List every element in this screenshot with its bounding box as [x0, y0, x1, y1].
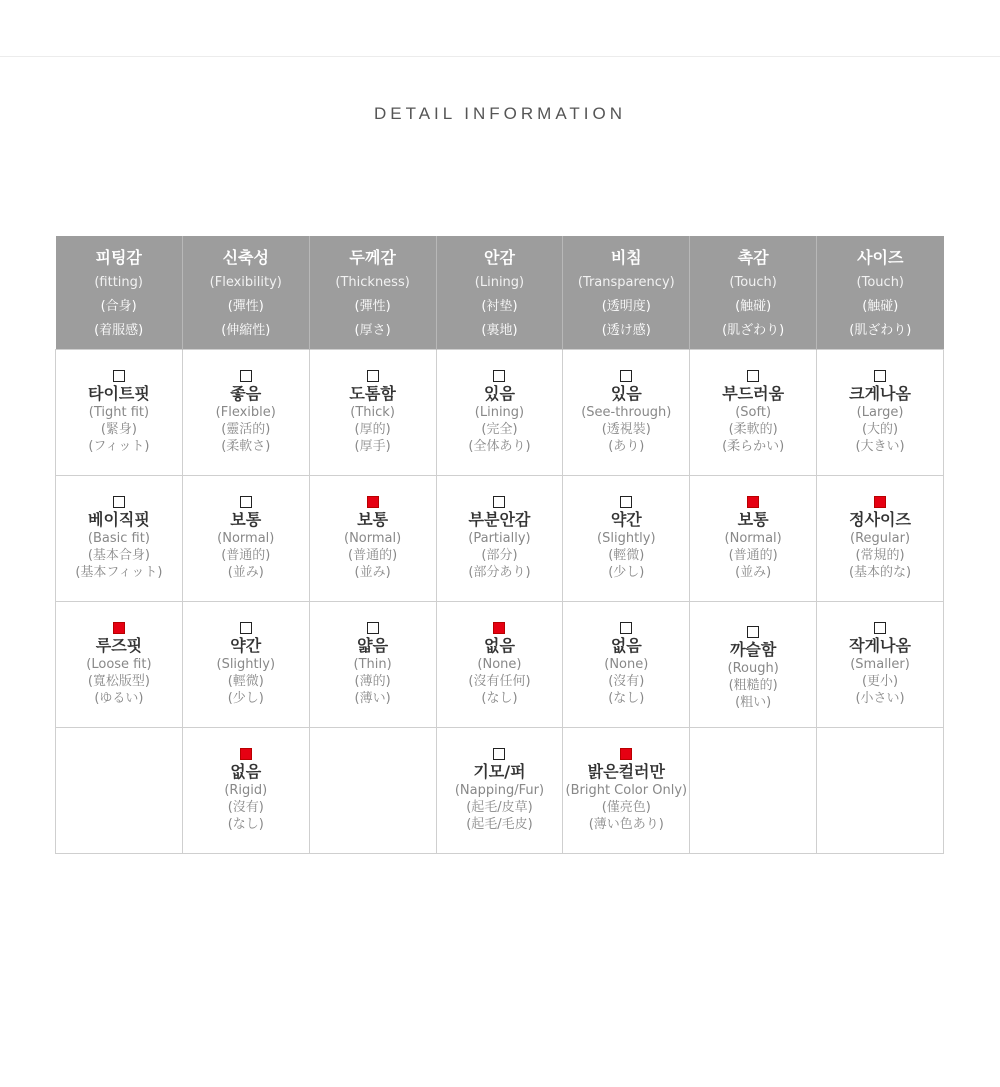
checkbox-checked-icon[interactable] [240, 748, 252, 760]
option-label-zh: (更小) [861, 674, 899, 689]
option-label-zh: (完全) [481, 422, 518, 437]
option-label-en: (Loose fit) [86, 657, 152, 672]
table-row [56, 602, 944, 728]
header-flexibility [182, 236, 309, 350]
option-cell [182, 350, 309, 476]
option-cell [690, 476, 817, 602]
empty-cell [309, 728, 436, 854]
option-cell [563, 350, 690, 476]
header-label-zh: (透明度) [601, 299, 651, 314]
option-label-en: (Normal) [217, 531, 275, 546]
checkbox-icon[interactable] [493, 370, 505, 382]
option-label: 얇음 [357, 636, 389, 655]
checkbox-checked-icon[interactable] [113, 622, 125, 634]
option-label-jp: (部分あり) [468, 565, 531, 580]
option-label-zh: (沒有) [227, 800, 264, 815]
option-label-jp: (あり) [608, 439, 645, 454]
option-label-zh: (粗糙的) [728, 678, 778, 693]
header-label-jp: (裏地) [481, 323, 518, 338]
option-label-jp: (並み) [227, 565, 264, 580]
checkbox-icon[interactable] [620, 370, 632, 382]
option-cell [309, 602, 436, 728]
option-label-en: (Thin) [353, 657, 392, 672]
option-label-en: (None) [477, 657, 522, 672]
option-label-zh: (輕微) [608, 548, 645, 563]
header-label: 촉감 [737, 248, 769, 267]
option-label: 있음 [610, 384, 642, 403]
header-transparency [563, 236, 690, 350]
page-title: DETAIL INFORMATION [373, 104, 627, 123]
empty-cell [56, 728, 183, 854]
option-cell [817, 476, 944, 602]
option-cell [817, 602, 944, 728]
header-label-en: (fitting) [94, 275, 143, 290]
checkbox-icon[interactable] [367, 622, 379, 634]
option-label-zh: (薄的) [354, 674, 391, 689]
option-label-jp: (全体あり) [468, 439, 531, 454]
checkbox-icon[interactable] [747, 626, 759, 638]
header-label-jp: (肌ざわり) [849, 323, 912, 338]
option-label-en: (Normal) [344, 531, 402, 546]
table-row [56, 476, 944, 602]
option-label-jp: (なし) [481, 691, 518, 706]
option-label-en: (Partially) [468, 531, 531, 546]
option-cell [56, 476, 183, 602]
header-label: 사이즈 [857, 248, 904, 267]
header-fitting [56, 236, 183, 350]
option-cell [56, 602, 183, 728]
header-label-zh: (触碰) [862, 299, 899, 314]
option-label-en: (Slightly) [597, 531, 656, 546]
option-label-en: (Normal) [724, 531, 782, 546]
checkbox-checked-icon[interactable] [874, 496, 886, 508]
header-label-en: (Touch) [856, 275, 905, 290]
option-label: 밝은컬러만 [587, 762, 665, 781]
option-label-en: (Bright Color Only) [565, 783, 688, 798]
checkbox-icon[interactable] [747, 370, 759, 382]
option-label: 약간 [230, 636, 262, 655]
option-label-jp: (並み) [735, 565, 772, 580]
option-cell [690, 350, 817, 476]
option-label-en: (Lining) [474, 405, 525, 420]
option-label-jp: (柔軟さ) [221, 439, 271, 454]
option-label: 없음 [483, 636, 515, 655]
header-label-jp: (厚さ) [354, 323, 391, 338]
option-label: 루즈핏 [95, 636, 143, 655]
header-label-en: (Flexibility) [209, 275, 282, 290]
option-label: 작게나옴 [849, 636, 911, 655]
option-label-zh: (柔軟的) [728, 422, 778, 437]
option-cell [182, 602, 309, 728]
option-label-jp: (柔らかい) [722, 439, 785, 454]
header-label-zh: (触碰) [735, 299, 772, 314]
detail-table [55, 236, 944, 854]
table-row [56, 728, 944, 854]
checkbox-icon[interactable] [367, 370, 379, 382]
option-label-zh: (起毛/皮草) [466, 800, 533, 815]
option-cell [563, 476, 690, 602]
option-label-jp: (基本フィット) [75, 565, 163, 580]
option-label-en: (Smaller) [850, 657, 910, 672]
option-label-zh: (僅亮色) [601, 800, 651, 815]
option-label-jp: (厚手) [354, 439, 391, 454]
option-label-jp: (薄い) [354, 691, 391, 706]
empty-cell [690, 728, 817, 854]
option-label-jp: (並み) [354, 565, 391, 580]
option-label-jp: (少し) [608, 565, 645, 580]
header-label-en: (Thickness) [335, 275, 410, 290]
header-label: 신축성 [222, 248, 269, 267]
checkbox-checked-icon[interactable] [493, 622, 505, 634]
option-label: 크게나옴 [849, 384, 911, 403]
empty-cell [817, 728, 944, 854]
checkbox-icon[interactable] [240, 370, 252, 382]
header-label-zh: (合身) [100, 299, 137, 314]
option-cell [817, 350, 944, 476]
option-label-jp: (小さい) [855, 691, 905, 706]
option-cell [436, 728, 563, 854]
header-label-zh: (彈性) [354, 299, 391, 314]
option-label-jp: (大きい) [855, 439, 905, 454]
checkbox-icon[interactable] [113, 496, 125, 508]
checkbox-icon[interactable] [620, 622, 632, 634]
option-label-zh: (厚的) [354, 422, 391, 437]
option-label-zh: (透視裝) [601, 422, 651, 437]
checkbox-icon[interactable] [493, 496, 505, 508]
checkbox-icon[interactable] [113, 370, 125, 382]
option-label: 부분안감 [468, 510, 531, 529]
option-label-zh: (寬松版型) [87, 674, 150, 689]
option-label: 보통 [357, 510, 389, 529]
table-row [56, 350, 944, 476]
header-label: 비침 [610, 248, 642, 267]
checkbox-icon[interactable] [493, 748, 505, 760]
option-label: 부드러움 [722, 384, 785, 403]
header-label-jp: (着服感) [94, 323, 144, 338]
option-label-zh: (基本合身) [87, 548, 150, 563]
header-thickness [309, 236, 436, 350]
header-label: 두께감 [349, 248, 396, 267]
option-label-jp: (フィット) [88, 439, 150, 454]
option-label: 까슬함 [729, 640, 777, 659]
option-label-en: (Rough) [727, 661, 779, 676]
option-label-zh: (沒有) [608, 674, 645, 689]
option-label: 보통 [737, 510, 769, 529]
option-label-zh: (沒有任何) [468, 674, 531, 689]
option-label: 베이직핏 [88, 510, 150, 529]
option-label-jp: (なし) [608, 691, 645, 706]
option-label-en: (Large) [856, 405, 904, 420]
option-label: 없음 [610, 636, 642, 655]
option-label: 있음 [483, 384, 515, 403]
header-label-en: (Touch) [729, 275, 777, 290]
option-cell [563, 728, 690, 854]
top-divider [0, 56, 1000, 57]
option-label-en: (None) [604, 657, 649, 672]
header-label-en: (Transparency) [577, 275, 675, 290]
option-label-zh: (大的) [861, 422, 899, 437]
option-label-en: (Flexible) [215, 405, 276, 420]
header-label: 피팅감 [95, 248, 142, 267]
option-label-en: (See-through) [581, 405, 672, 420]
header-size [817, 236, 944, 350]
option-label-zh: (部分) [481, 548, 518, 563]
option-label: 정사이즈 [849, 510, 911, 529]
option-label: 타이트핏 [88, 384, 150, 403]
option-cell [436, 602, 563, 728]
option-label: 보통 [230, 510, 262, 529]
option-label: 좋음 [230, 384, 262, 403]
option-label-zh: (普通的) [348, 548, 398, 563]
option-cell [182, 476, 309, 602]
header-row [56, 236, 944, 350]
option-label-en: (Basic fit) [87, 531, 150, 546]
checkbox-checked-icon[interactable] [367, 496, 379, 508]
header-label-jp: (透け感) [601, 323, 651, 338]
option-label-zh: (靈活的) [221, 422, 271, 437]
option-label-en: (Tight fit) [88, 405, 150, 420]
header-label-zh: (衬垫) [481, 299, 518, 314]
header-label: 안감 [483, 248, 515, 267]
checkbox-icon[interactable] [240, 622, 252, 634]
option-label-zh: (普通的) [221, 548, 271, 563]
option-cell [690, 602, 817, 728]
checkbox-icon[interactable] [874, 622, 886, 634]
option-cell [436, 476, 563, 602]
header-label-jp: (伸縮性) [221, 323, 271, 338]
option-label-jp: (ゆるい) [94, 691, 144, 706]
option-label-en: (Soft) [735, 405, 772, 420]
header-touch [690, 236, 817, 350]
option-cell [563, 602, 690, 728]
option-label-zh: (普通的) [728, 548, 778, 563]
option-cell [56, 350, 183, 476]
checkbox-checked-icon[interactable] [747, 496, 759, 508]
option-label-jp: (基本的な) [848, 565, 912, 580]
header-lining [436, 236, 563, 350]
header-label-jp: (肌ざわり) [722, 323, 785, 338]
checkbox-icon[interactable] [874, 370, 886, 382]
option-label-en: (Rigid) [224, 783, 268, 798]
option-label-jp: (起毛/毛皮) [466, 817, 533, 832]
option-label: 도톰함 [349, 384, 396, 403]
option-cell [309, 476, 436, 602]
option-label-jp: (なし) [227, 817, 264, 832]
option-label-jp: (薄い色あり) [588, 817, 664, 832]
header-label-en: (Lining) [474, 275, 525, 290]
checkbox-icon[interactable] [240, 496, 252, 508]
option-label-zh: (輕微) [227, 674, 264, 689]
option-label-zh: (緊身) [100, 422, 137, 437]
option-cell [309, 350, 436, 476]
option-label-en: (Napping/Fur) [454, 783, 545, 798]
option-label: 기모/퍼 [473, 762, 526, 781]
checkbox-icon[interactable] [620, 496, 632, 508]
option-label: 없음 [230, 762, 262, 781]
option-label-jp: (少し) [227, 691, 264, 706]
header-label-zh: (彈性) [227, 299, 264, 314]
option-cell [436, 350, 563, 476]
option-cell [182, 728, 309, 854]
option-label-zh: (常規的) [855, 548, 905, 563]
option-label-jp: (粗い) [735, 695, 772, 710]
option-label-en: (Thick) [350, 405, 395, 420]
option-label: 약간 [610, 510, 642, 529]
checkbox-checked-icon[interactable] [620, 748, 632, 760]
option-label-en: (Slightly) [216, 657, 276, 672]
option-label-en: (Regular) [850, 531, 911, 546]
